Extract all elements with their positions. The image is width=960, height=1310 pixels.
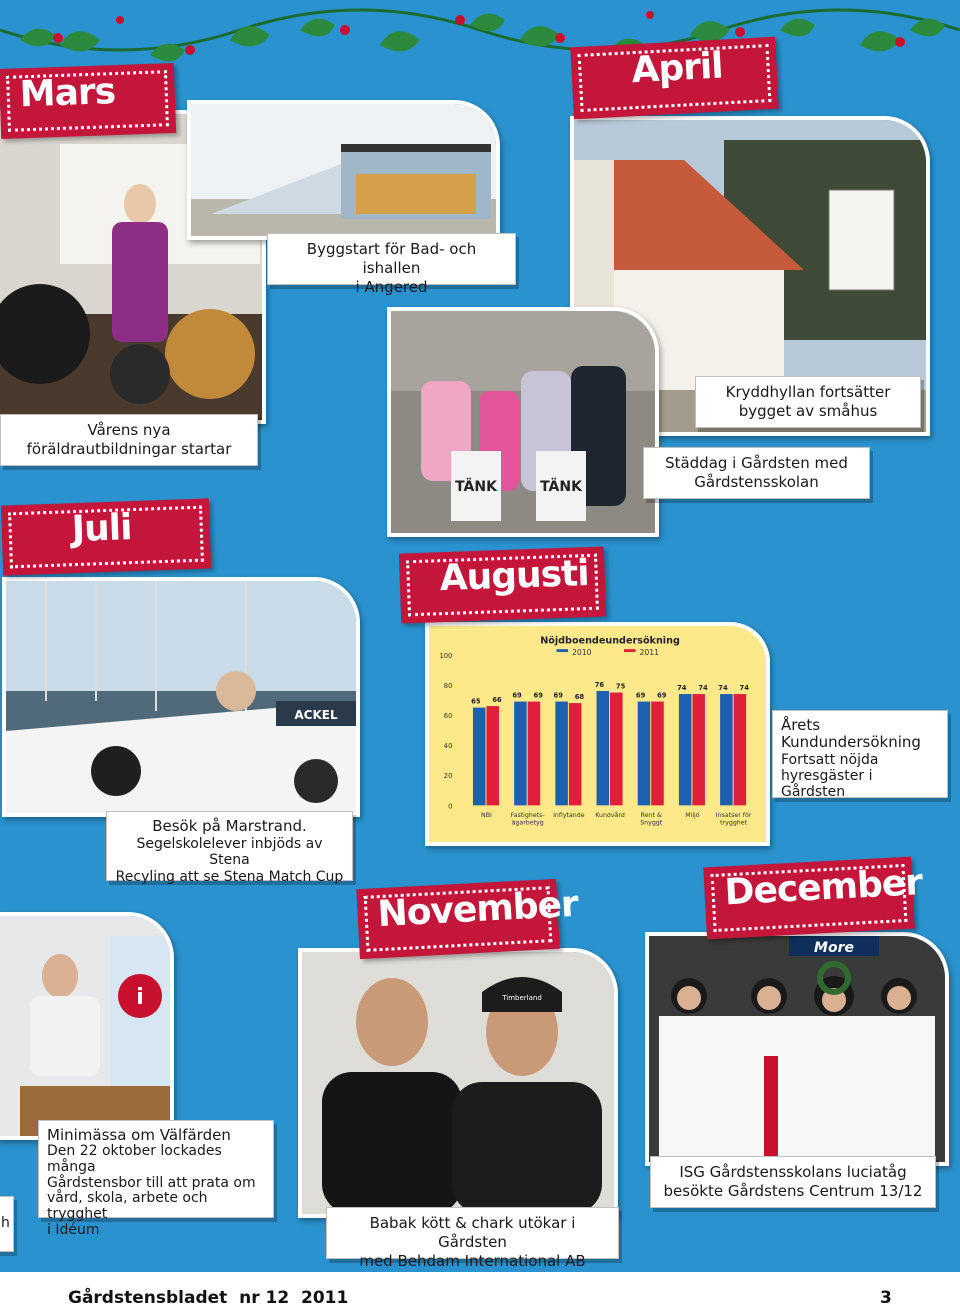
data-label: 74 [739, 684, 749, 693]
caption-line: vård, skola, arbete och trygghet [47, 1190, 208, 1223]
data-label: 69 [635, 691, 646, 700]
caption-line: Årets [781, 716, 821, 734]
sail-text: ACKEL [294, 708, 338, 722]
caption-line: Minimässa om Välfärden [47, 1126, 231, 1144]
legend-swatch [557, 649, 569, 652]
caption-line: hyresgäster i Gårdsten [781, 767, 873, 800]
staddag-photo [387, 307, 659, 537]
x-tick-label: Inflytande [553, 811, 585, 819]
juli-marstrand-photo [2, 577, 360, 817]
bag-text-1: TÄNK [455, 479, 497, 495]
caption-line: bygget av småhus [738, 401, 878, 420]
bar [692, 694, 705, 805]
x-tick-label: Snyggt [640, 819, 663, 827]
bar [555, 702, 568, 806]
data-label: 65 [471, 697, 481, 706]
caption-line: Kryddhyllan fortsätter [725, 383, 891, 401]
nbi-chart [425, 622, 770, 846]
caption-marstrand [106, 811, 353, 885]
caption-line: föräldrautbildningar startar [26, 439, 232, 458]
bar [610, 693, 623, 806]
x-tick-label: Rent & [640, 811, 662, 819]
y-tick-label: 20 [443, 772, 453, 781]
bar [651, 702, 664, 806]
x-tick-label: trygghet [720, 819, 748, 827]
data-label: 76 [594, 681, 605, 690]
data-label: 75 [615, 682, 626, 691]
caption-line: Gårdstensskolan [694, 472, 819, 491]
caption-line: ISG Gårdstensskolans luciatåg [679, 1163, 907, 1181]
y-tick-label: 100 [439, 651, 453, 660]
month-label-augusti: Augusti [399, 546, 606, 623]
data-label: 66 [492, 696, 502, 705]
x-tick-label: NBI [481, 811, 492, 819]
bar [720, 694, 733, 805]
caption-line: Städdag i Gårdsten med [665, 454, 848, 472]
y-tick-label: 80 [443, 681, 453, 690]
caption-line: med Behdam International AB [359, 1251, 586, 1270]
data-label: 74 [677, 684, 687, 693]
footer-title: Gårdstensbladet nr 12 2011 [68, 1288, 349, 1308]
caption-edge-fragment [0, 1196, 14, 1252]
caption-line: Fortsatt nöjda [781, 751, 879, 768]
bar [597, 691, 610, 805]
bar [528, 702, 541, 806]
bar [638, 702, 651, 806]
caption-line: Gårdstensbor till att prata om [47, 1174, 256, 1191]
store-sign-text: More [814, 940, 854, 956]
caption-staddag [643, 447, 870, 499]
x-tick-label: Miljö [685, 811, 700, 819]
caption-line: Kundundersökning [781, 733, 921, 752]
bar [569, 703, 582, 805]
caption-minimassa [38, 1120, 274, 1238]
bar [473, 708, 486, 806]
legend-label: 2011 [639, 647, 660, 657]
page-number: 3 [880, 1288, 892, 1308]
x-tick-label: Insatser för [715, 811, 752, 819]
month-label-juli: Juli [1, 498, 211, 575]
nbi-chart-svg [429, 626, 766, 842]
y-tick-label: 0 [448, 802, 453, 811]
bar [514, 702, 527, 806]
chart-title: Nöjdboendeundersökning [540, 635, 680, 647]
y-tick-label: 40 [443, 742, 453, 751]
data-label: 68 [574, 693, 585, 702]
bar [486, 706, 499, 805]
data-label: 69 [657, 691, 667, 700]
november-photo [298, 948, 618, 1218]
caption-babak [326, 1207, 619, 1270]
data-label: 69 [553, 691, 563, 700]
minimassa-photo [0, 912, 174, 1140]
caption-line: besökte Gårdstens Centrum 13/12 [663, 1181, 923, 1200]
caption-lucia [650, 1156, 936, 1208]
caption-line: i Idéum [47, 1222, 100, 1238]
data-label: 69 [512, 691, 522, 700]
bad-ishall-photo [187, 100, 500, 240]
caption-kundundersokning [772, 710, 948, 798]
month-label-april: April [570, 37, 778, 120]
caption-line: h [1, 1215, 10, 1231]
month-label-november: November [356, 879, 559, 959]
x-tick-label: Kundvård [595, 811, 625, 819]
bag-text-2: TÄNK [540, 479, 582, 495]
month-label-december: December [703, 857, 914, 940]
legend-swatch [624, 649, 636, 652]
bar [679, 694, 692, 805]
caption-foraldrar [0, 414, 258, 466]
month-label-mars: Mars [0, 63, 176, 139]
legend-label: 2010 [571, 647, 592, 657]
data-label: 74 [718, 684, 728, 693]
december-lucia-photo [645, 932, 949, 1166]
caption-line: Vårens nya [87, 421, 171, 439]
data-label: 74 [698, 684, 708, 693]
caption-line: Den 22 oktober lockades många [47, 1142, 222, 1175]
cap-text: Timberland [502, 994, 542, 1002]
x-tick-label: Fastighets- [510, 811, 545, 819]
y-tick-label: 60 [443, 711, 453, 720]
caption-line: i Angered [355, 277, 428, 296]
caption-line: Recyling att se Stena Match Cup [115, 868, 344, 885]
caption-line: Segelskolelever inbjöds av Stena [136, 835, 323, 869]
data-label: 69 [533, 691, 543, 700]
caption-line: Babak kött & chark utökar i Gårdsten [369, 1214, 576, 1251]
caption-line: Besök på Marstrand. [152, 817, 307, 835]
caption-kryddhyllan [695, 376, 921, 428]
bar [734, 694, 747, 805]
caption-line: Byggstart för Bad- och ishallen [306, 240, 477, 277]
info-sign-text: i [136, 985, 144, 1010]
page-footer [0, 1272, 960, 1310]
x-tick-label: ägarbetyg [511, 819, 544, 827]
caption-bad-ishall [267, 233, 516, 296]
